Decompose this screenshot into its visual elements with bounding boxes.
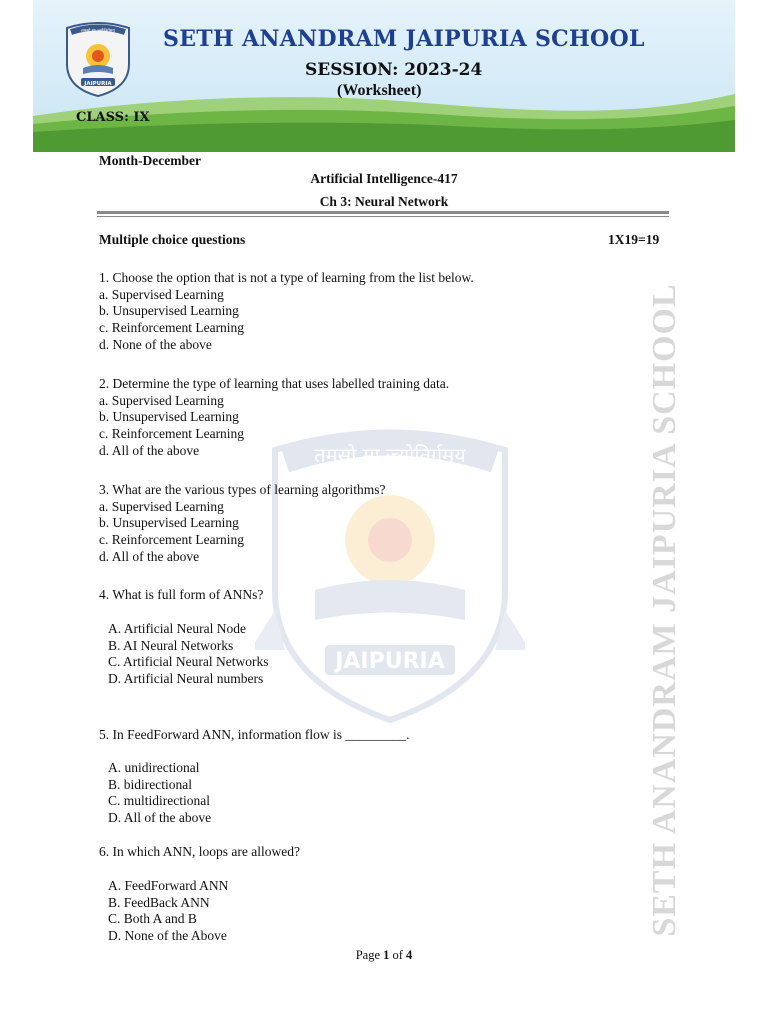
option: d. None of the above <box>99 336 212 352</box>
header-divider <box>97 211 669 214</box>
question-5-text: 5. In FeedForward ANN, information flow is _________. <box>99 727 410 742</box>
option: c. Reinforcement Learning <box>99 426 245 442</box>
question-text: 1. Choose the option that is not a type of learning from the list below. <box>99 270 474 285</box>
question-1 <box>99 270 474 354</box>
option: D. None of the Above <box>108 928 227 944</box>
section-marks: 1X19=19 <box>608 232 660 247</box>
page-of: of <box>389 948 407 962</box>
class-label: CLASS: IX <box>76 110 150 125</box>
option: B. FeedBack ANN <box>108 894 210 910</box>
svg-text:तमसो मा ज्योतिर्गमय: तमसो मा ज्योतिर्गमय <box>314 443 466 467</box>
option: A. Artificial Neural Node <box>108 621 246 636</box>
option: c. Reinforcement Learning <box>99 320 245 336</box>
question-text: 3. What are the various types of learning algorithms? <box>99 482 386 497</box>
option: C. Artificial Neural Networks <box>108 654 269 670</box>
header-divider-thin <box>97 216 669 217</box>
option: d. All of the above <box>99 548 200 564</box>
question-6-options <box>108 878 228 945</box>
option: c. Reinforcement Learning <box>99 532 245 548</box>
option: d. All of the above <box>99 442 200 458</box>
page-number <box>0 948 768 963</box>
page-current: 1 <box>383 948 390 962</box>
session-label: SESSION: 2023-24 <box>305 60 483 80</box>
option: C. Both A and B <box>108 911 197 927</box>
question-5-options <box>108 760 211 827</box>
page-prefix: Page <box>355 948 384 962</box>
option: b. Unsupervised Learning <box>99 409 239 425</box>
question-4-text: 4. What is full form of ANNs? <box>99 587 264 602</box>
option: D. All of the above <box>108 810 212 826</box>
option: A. FeedForward ANN <box>108 878 229 893</box>
chapter-title: Ch 3: Neural Network <box>319 194 449 209</box>
svg-text:तमसो मा ज्योतिर्गमय: तमसो मा ज्योतिर्गमय <box>80 29 116 34</box>
school-logo-icon <box>61 18 135 98</box>
watermark-text: SETH ANANDRAM JAIPURIA SCHOOL <box>646 283 683 937</box>
section-title: Multiple choice questions <box>99 232 246 247</box>
svg-text:JAIPURIA: JAIPURIA <box>84 81 112 87</box>
school-name: SETH ANANDRAM JAIPURIA SCHOOL <box>163 26 645 52</box>
month-label: Month-December <box>99 153 201 168</box>
question-text: 2. Determine the type of learning that uses labelled training data. <box>99 376 450 391</box>
question-2 <box>99 376 449 460</box>
watermark-logo-icon <box>255 420 525 740</box>
option: b. Unsupervised Learning <box>99 303 239 319</box>
question-3 <box>99 482 386 566</box>
worksheet-label: (Worksheet) <box>337 82 422 99</box>
option: b. Unsupervised Learning <box>99 515 239 531</box>
option: B. AI Neural Networks <box>108 637 234 653</box>
option: B. bidirectional <box>108 776 192 792</box>
subject-title: Artificial Intelligence-417 <box>310 171 458 186</box>
question-4-options <box>108 621 268 688</box>
option: C. multidirectional <box>108 793 210 809</box>
page-total: 4 <box>406 948 413 962</box>
header-banner <box>33 0 735 152</box>
option: a. Supervised Learning <box>99 498 224 514</box>
option: D. Artificial Neural numbers <box>108 671 264 687</box>
option: a. Supervised Learning <box>99 286 224 302</box>
option: A. unidirectional <box>108 760 200 775</box>
question-6-text: 6. In which ANN, loops are allowed? <box>99 844 300 859</box>
svg-text:JAIPURIA: JAIPURIA <box>335 649 445 674</box>
option: a. Supervised Learning <box>99 392 224 408</box>
